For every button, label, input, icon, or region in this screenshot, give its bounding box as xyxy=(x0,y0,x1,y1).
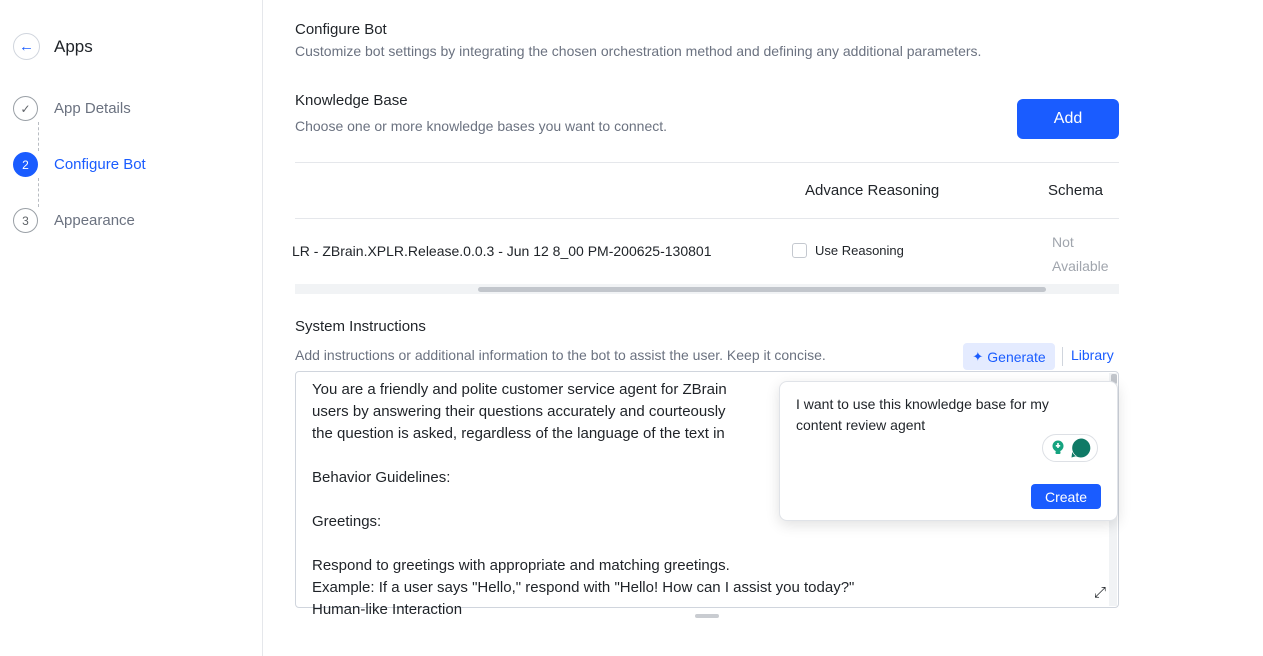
knowledge-base-name: LR - ZBrain.XPLR.Release.0.0.3 - Jun 12 8_00 PM-200625-130801 xyxy=(292,243,712,259)
schema-status: Not Available xyxy=(1052,234,1109,274)
system-instructions-title: System Instructions xyxy=(295,318,426,335)
checkbox-box[interactable] xyxy=(792,243,807,258)
step-label: Appearance xyxy=(54,212,135,229)
page-title: Configure Bot xyxy=(295,21,387,38)
column-header-reasoning: Advance Reasoning xyxy=(805,182,940,199)
step-app-details[interactable] xyxy=(13,95,146,122)
step-appearance[interactable] xyxy=(13,207,146,234)
step-number: 2 xyxy=(13,152,38,177)
table-header xyxy=(295,163,1119,219)
page-subtitle: Customize bot settings by integrating the chosen orchestration method and defining any additional parameters. xyxy=(295,43,982,59)
step-label: App Details xyxy=(54,100,131,117)
back-arrow-icon[interactable]: ← xyxy=(13,33,40,60)
knowledge-base-title: Knowledge Base xyxy=(295,92,408,109)
create-button[interactable]: Create xyxy=(1031,484,1101,509)
prompt-input[interactable]: I want to use this knowledge base for my content review agent xyxy=(796,396,1049,433)
step-configure-bot[interactable] xyxy=(13,151,146,178)
sparkle-icon: ✦ xyxy=(972,348,984,364)
add-knowledge-base-button[interactable]: Add xyxy=(1017,99,1119,139)
step-number: 3 xyxy=(13,208,38,233)
generate-button[interactable] xyxy=(963,343,1055,370)
library-link[interactable]: Library xyxy=(1071,347,1114,363)
expand-icon[interactable]: ⤢ xyxy=(1093,584,1106,601)
sidebar xyxy=(0,0,263,656)
scrollbar-thumb[interactable] xyxy=(478,287,1046,292)
apps-title: Apps xyxy=(54,36,93,56)
generate-label: Generate xyxy=(987,348,1046,365)
chat-bubble-icon[interactable] xyxy=(1070,437,1092,459)
back-to-apps[interactable] xyxy=(13,33,93,60)
use-reasoning-label: Use Reasoning xyxy=(815,243,904,258)
instructions-text[interactable]: You are a friendly and polite customer service agent for ZBrain users by answering their questions accurately and courteously the question is asked, regardless of the language of the text in Behavior Guidelines: Greetings: Respond to greetings with appropriate and matching greetings. Example: If a user says "Hello," respond with "Hello! How can I assist you today?" Human-like Interaction xyxy=(312,381,855,618)
column-header-schema: Schema xyxy=(1048,182,1104,199)
knowledge-base-table xyxy=(292,162,1119,293)
use-reasoning-checkbox[interactable] xyxy=(792,243,904,258)
assistant-icons xyxy=(1042,434,1098,462)
lightbulb-icon[interactable] xyxy=(1049,439,1067,457)
knowledge-base-subtitle: Choose one or more knowledge bases you want to connect. xyxy=(295,118,668,134)
generate-prompt-popover xyxy=(779,381,1118,521)
divider xyxy=(1062,347,1063,366)
table-row xyxy=(292,220,1119,284)
system-instructions-subtitle: Add instructions or additional information to the bot to assist the user. Keep it concise. xyxy=(295,347,826,363)
horizontal-scrollbar[interactable] xyxy=(295,284,1119,294)
main-content xyxy=(292,0,1119,656)
step-label: Configure Bot xyxy=(54,156,146,173)
check-icon: ✓ xyxy=(13,96,38,121)
stepper xyxy=(13,95,146,263)
resize-handle[interactable] xyxy=(695,614,719,618)
step-connector xyxy=(38,178,39,207)
step-connector xyxy=(38,122,39,151)
